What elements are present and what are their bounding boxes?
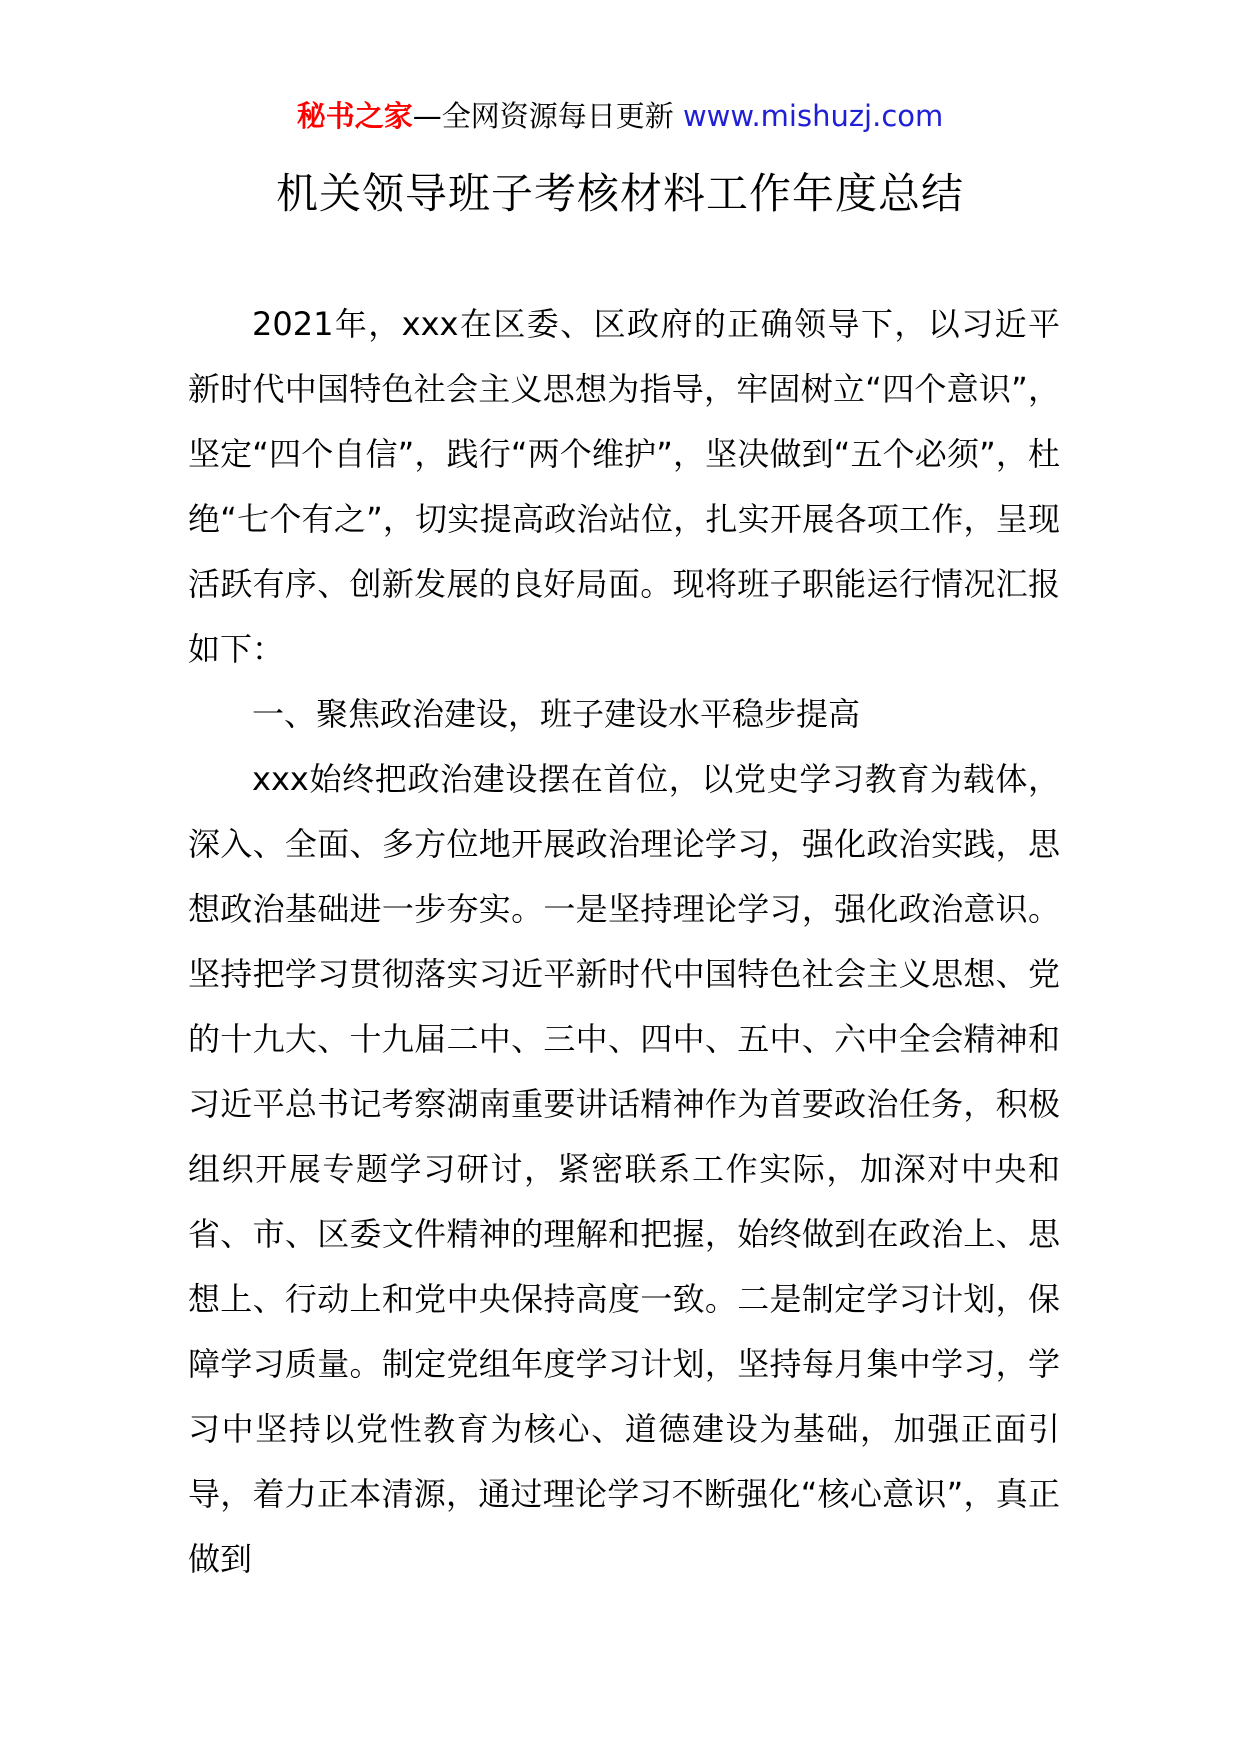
site-url-link[interactable]: www.mishuzj.com — [682, 99, 944, 133]
section-paragraph: xxx始终把政治建设摆在首位，以党史学习教育为载体，深入、全面、多方位地开展政治理论学习，强化政治实践，思想政治基础进一步夯实。一是坚持理论学习，强化政治意识。坚持把学习贯彻落实习近平新时代中国特色社会主义思想、党的十九大、十九届二中、三中、四中、五中、六中全会精神和习近平总书记考察湖南重要讲话精神作为首要政治任务，积极组织开展专题学习研讨，紧密联系工作实际，加深对中央和省、市、区委文件精神的理解和把握，始终做到在政治上、思想上、行动上和党中央保持高度一致。二是制定学习计划，保障学习质量。制定党组年度学习计划，坚持每月集中学习，学习中坚持以党性教育为核心、道德建设为基础，加强正面引导，着力正本清源，通过理论学习不断强化“核心意识”，真正做到 — [188, 760, 1060, 1578]
section-heading: 一、聚焦政治建设，班子建设水平稳步提高 — [252, 695, 861, 733]
site-header — [0, 96, 1240, 136]
intro-paragraph: 2021年，xxx在区委、区政府的正确领导下，以习近平新时代中国特色社会主义思想为指导，牢固树立“四个意识”，坚定“四个自信”，践行“两个维护”，坚决做到“五个必须”，杜绝“七个有之”，切实提高政治站位，扎实开展各项工作，呈现活跃有序、创新发展的良好局面。现将班子职能运行情况汇报如下： — [188, 305, 1060, 668]
brand-name: 秘书之家 — [296, 99, 413, 133]
document-body — [188, 292, 1060, 1592]
document-title: 机关领导班子考核材料工作年度总结 — [275, 169, 964, 218]
header-slogan: —全网资源每日更新 — [412, 99, 683, 133]
